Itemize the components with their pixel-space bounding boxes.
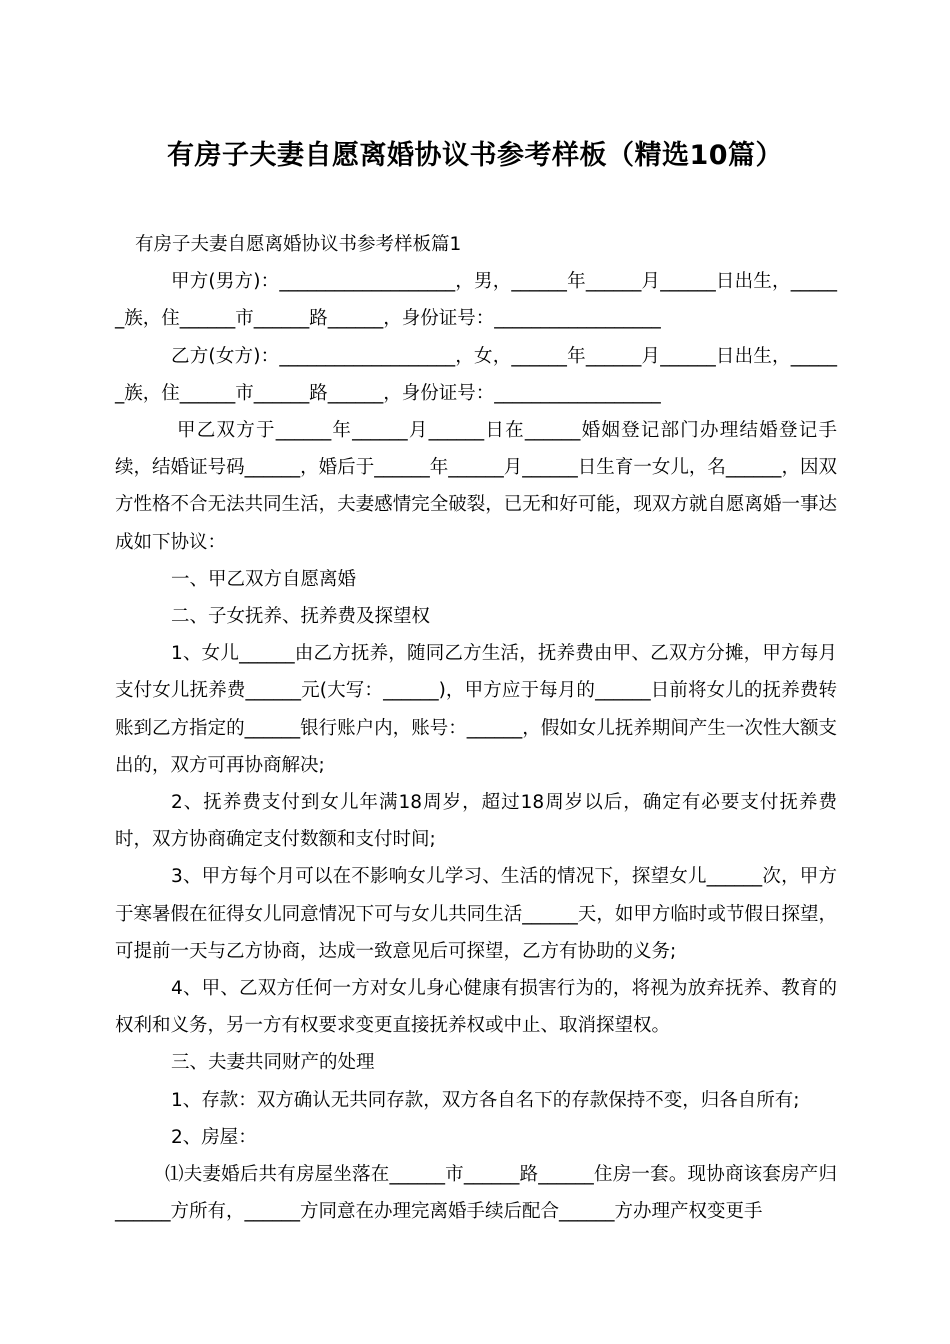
visitation-item-3: 3、甲方每个月可以在不影响女儿学习、生活的情况下，探望女儿______次，甲方于寒暑假在征得女儿同意情况下可与女儿共同生活______天，如甲方临时或节假日探望，可提前一天与乙方协商，达成一致意见后可探望，乙方有协助的义务; xyxy=(115,866,837,962)
property-item-deposits: 1、存款：双方确认无共同存款，双方各自名下的存款保持不变，归各自所有; xyxy=(171,1089,800,1111)
document-body xyxy=(115,226,837,1230)
clause-heading-2: 二、子女抚养、抚养费及探望权 xyxy=(171,606,431,628)
child-support-item-1: 1、女儿______由乙方抚养，随同乙方生活，抚养费由甲、乙双方分摊，甲方每月支付女儿抚养费______元(大写：______)，甲方应于每月的______日前将女儿的抚养费转账到乙方指定的______银行账户内，账号：______，假如女儿抚养期间产生一次性大额支出的，双方可再协商解决; xyxy=(115,643,837,776)
property-subitem-house-ownership: ⑴夫妻婚后共有房屋坐落在______市______路______住房一套。现协商该套房产归______方所有，______方同意在办理完离婚手续后配合______方办理产权变更手 xyxy=(115,1164,837,1223)
custody-item-4: 4、甲、乙双方任何一方对女儿身心健康有损害行为的，将视为放弃抚养、教育的权利和义务，另一方有权要求变更直接抚养权或中止、取消探望权。 xyxy=(115,978,837,1037)
clause-heading-3: 三、夫妻共同财产的处理 xyxy=(171,1052,375,1074)
section-heading: 有房子夫妻自愿离婚协议书参考样板篇1 xyxy=(135,234,462,255)
party-a-paragraph: 甲方(男方)：___________________，男，______年______月______日出生，______族，住______市______路______，身份证号：__________________ xyxy=(115,271,837,330)
clause-heading-1: 一、甲乙双方自愿离婚 xyxy=(171,568,357,590)
party-b-paragraph: 乙方(女方)：___________________，女，______年______月______日出生，______族，住______市______路______，身份证号：__________________ xyxy=(115,345,837,404)
document-title: 有房子夫妻自愿离婚协议书参考样板（精选10篇） xyxy=(166,140,784,171)
property-item-house: 2、房屋： xyxy=(171,1126,257,1148)
child-support-item-2: 2、抚养费支付到女儿年满18周岁，超过18周岁以后，确定有必要支付抚养费时，双方协商确定支付数额和支付时间; xyxy=(115,792,837,851)
marriage-info-paragraph: 甲乙双方于______年______月______日在______婚姻登记部门办理结婚登记手续，结婚证号码______，婚后于______年______月______日生育一女儿，名______，因双方性格不合无法共同生活，夫妻感情完全破裂，已无和好可能，现双方就自愿离婚一事达成如下协议： xyxy=(115,420,837,553)
